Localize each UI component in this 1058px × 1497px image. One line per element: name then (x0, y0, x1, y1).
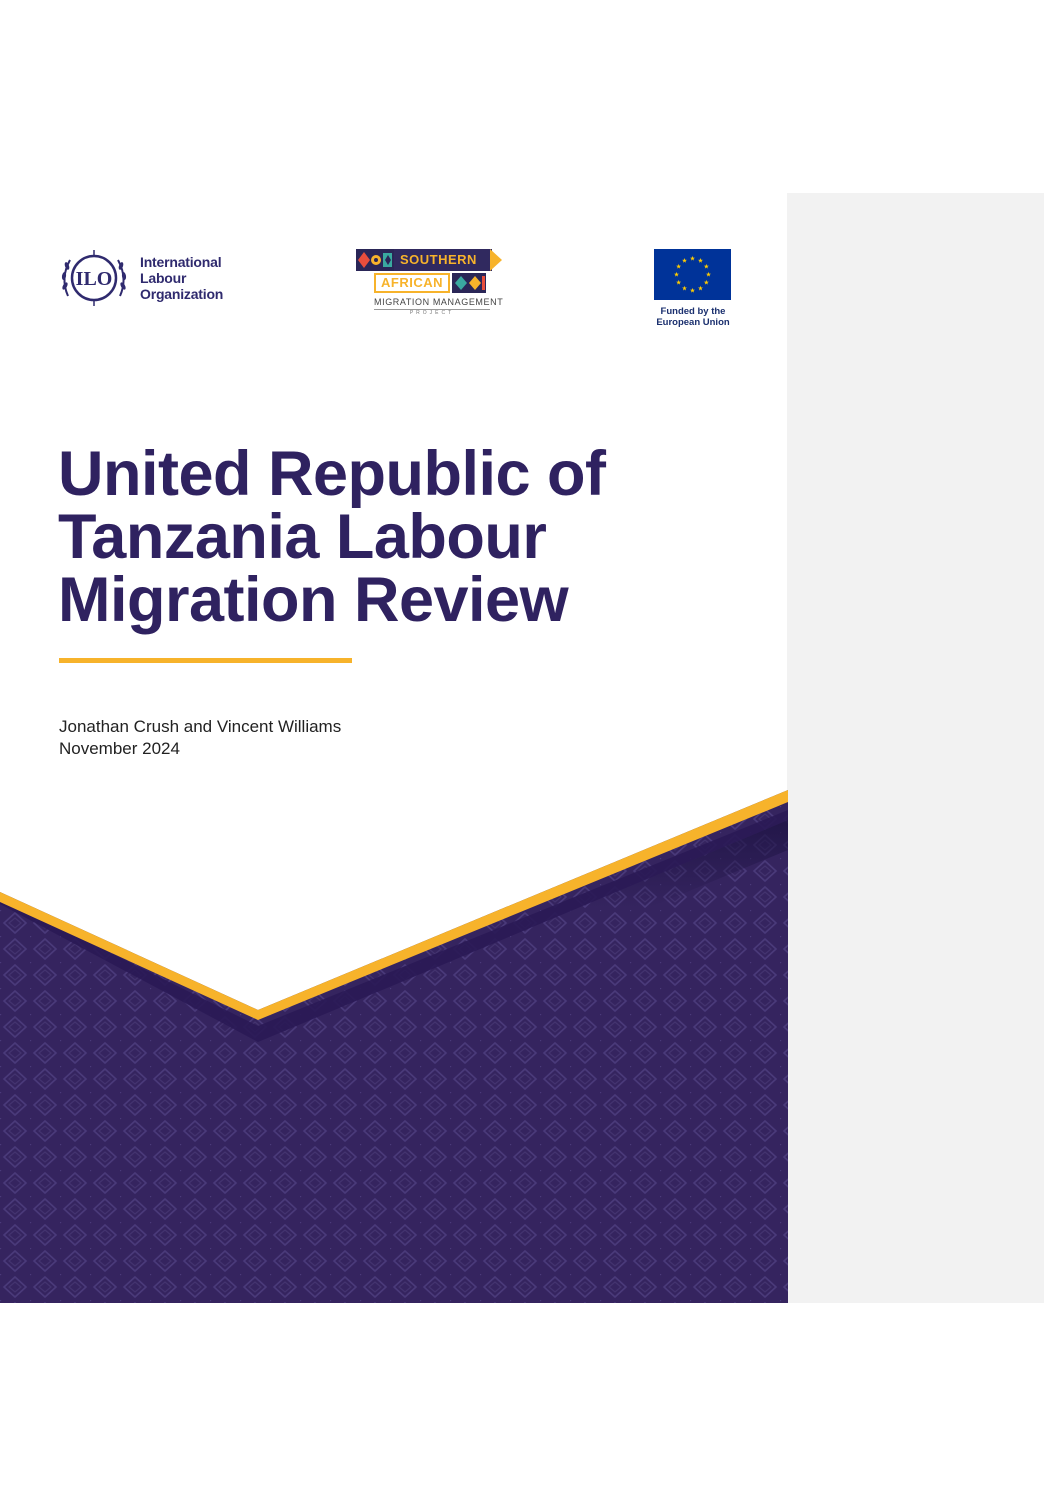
side-panel (787, 193, 1044, 1303)
title-line: Tanzania Labour (58, 502, 547, 572)
samm-row1 (356, 249, 502, 271)
samm-arrow-icon (490, 249, 502, 271)
decorative-band (0, 780, 788, 1303)
samm-project-label: PROJECT (374, 309, 490, 316)
ilo-emblem-text: ILO (75, 268, 113, 290)
samm-management-label: MIGRATION MANAGEMENT (374, 297, 504, 307)
eu-flag-icon (654, 249, 731, 300)
publication-date: November 2024 (59, 739, 180, 758)
samm-southern-label: SOUTHERN (394, 249, 492, 271)
ilo-name (140, 254, 223, 302)
ilo-name-line: Organization (140, 286, 224, 302)
title-line: Migration Review (58, 565, 569, 635)
eu-funded-label (653, 306, 733, 328)
ilo-name-line: International (140, 254, 222, 270)
eu-logo (653, 248, 733, 332)
authors: Jonathan Crush and Vincent Williams (59, 717, 342, 736)
samm-african-label: AFRICAN (374, 273, 450, 293)
samm-pattern-icon (452, 273, 486, 293)
title-line: United Republic of (58, 439, 606, 509)
samm-logo (356, 249, 506, 319)
ilo-emblem-icon (58, 248, 130, 310)
samm-pattern-icon (356, 249, 394, 271)
ilo-name-line: Labour (140, 270, 187, 286)
ilo-logo (58, 248, 238, 312)
document-title (58, 439, 606, 635)
eu-funded-line: European Union (656, 317, 730, 328)
accent-rule (59, 658, 352, 663)
eu-funded-line: Funded by the (660, 306, 726, 317)
